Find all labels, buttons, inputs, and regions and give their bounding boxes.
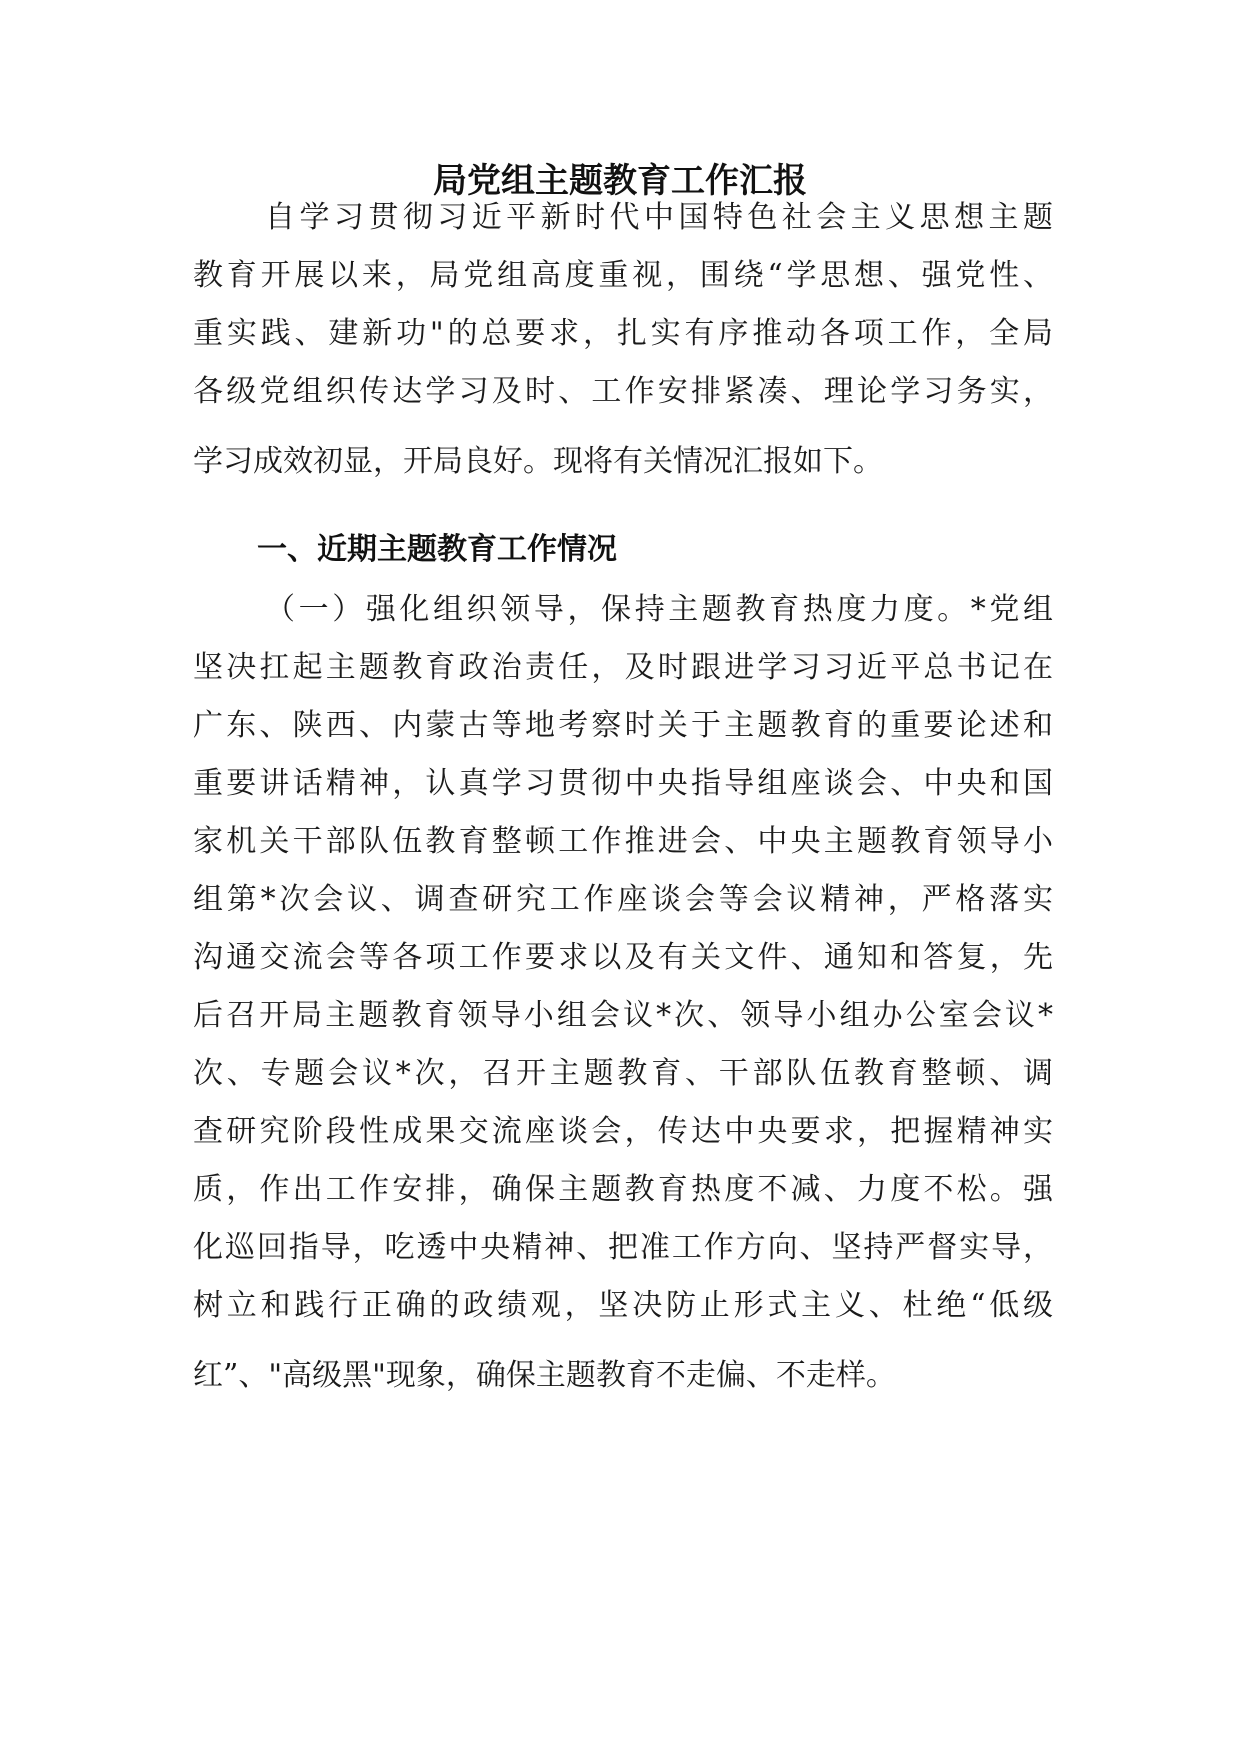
section-line: 组第*次会议、调查研究工作座谈会等会议精神，严格落实 (193, 882, 1053, 917)
intro-line: 自学习贯彻习近平新时代中国特色社会主义思想主题 (265, 200, 1053, 235)
intro-line: 学习成效初显，开局良好。现将有关情况汇报如下。 (193, 444, 883, 479)
section-line: 化巡回指导，吃透中央精神、把准工作方向、坚持严督实导， (193, 1230, 1053, 1265)
section-line: 红”、"高级黑"现象，确保主题教育不走偏、不走样。 (193, 1358, 896, 1393)
section-line: 广东、陕西、内蒙古等地考察时关于主题教育的重要论述和 (193, 708, 1053, 743)
section-line: 后召开局主题教育领导小组会议*次、领导小组办公室会议* (193, 998, 1053, 1033)
section-line: 查研究阶段性成果交流座谈会，传达中央要求，把握精神实 (193, 1114, 1053, 1149)
section-line: 重要讲话精神，认真学习贯彻中央指导组座谈会、中央和国 (193, 766, 1053, 801)
document-title: 局党组主题教育工作汇报 (433, 161, 807, 201)
section-line: 坚决扛起主题教育政治责任，及时跟进学习习近平总书记在 (193, 650, 1053, 685)
intro-line: 重实践、建新功"的总要求，扎实有序推动各项工作，全局 (193, 316, 1053, 351)
section-heading: 一、近期主题教育工作情况 (257, 532, 617, 567)
section-line: 沟通交流会等各项工作要求以及有关文件、通知和答复，先 (193, 940, 1053, 975)
section-line: 树立和践行正确的政绩观，坚决防止形式主义、杜绝“低级 (193, 1288, 1053, 1323)
section-line: 质，作出工作安排，确保主题教育热度不减、力度不松。强 (193, 1172, 1053, 1207)
section-line: （一）强化组织领导，保持主题教育热度力度。*党组 (265, 592, 1053, 627)
section-line: 次、专题会议*次，召开主题教育、干部队伍教育整顿、调 (193, 1056, 1053, 1091)
intro-line: 教育开展以来，局党组高度重视，围绕“学思想、强党性、 (193, 258, 1053, 293)
section-line: 家机关干部队伍教育整顿工作推进会、中央主题教育领导小 (193, 824, 1053, 859)
intro-line: 各级党组织传达学习及时、工作安排紧凑、理论学习务实， (193, 374, 1053, 409)
